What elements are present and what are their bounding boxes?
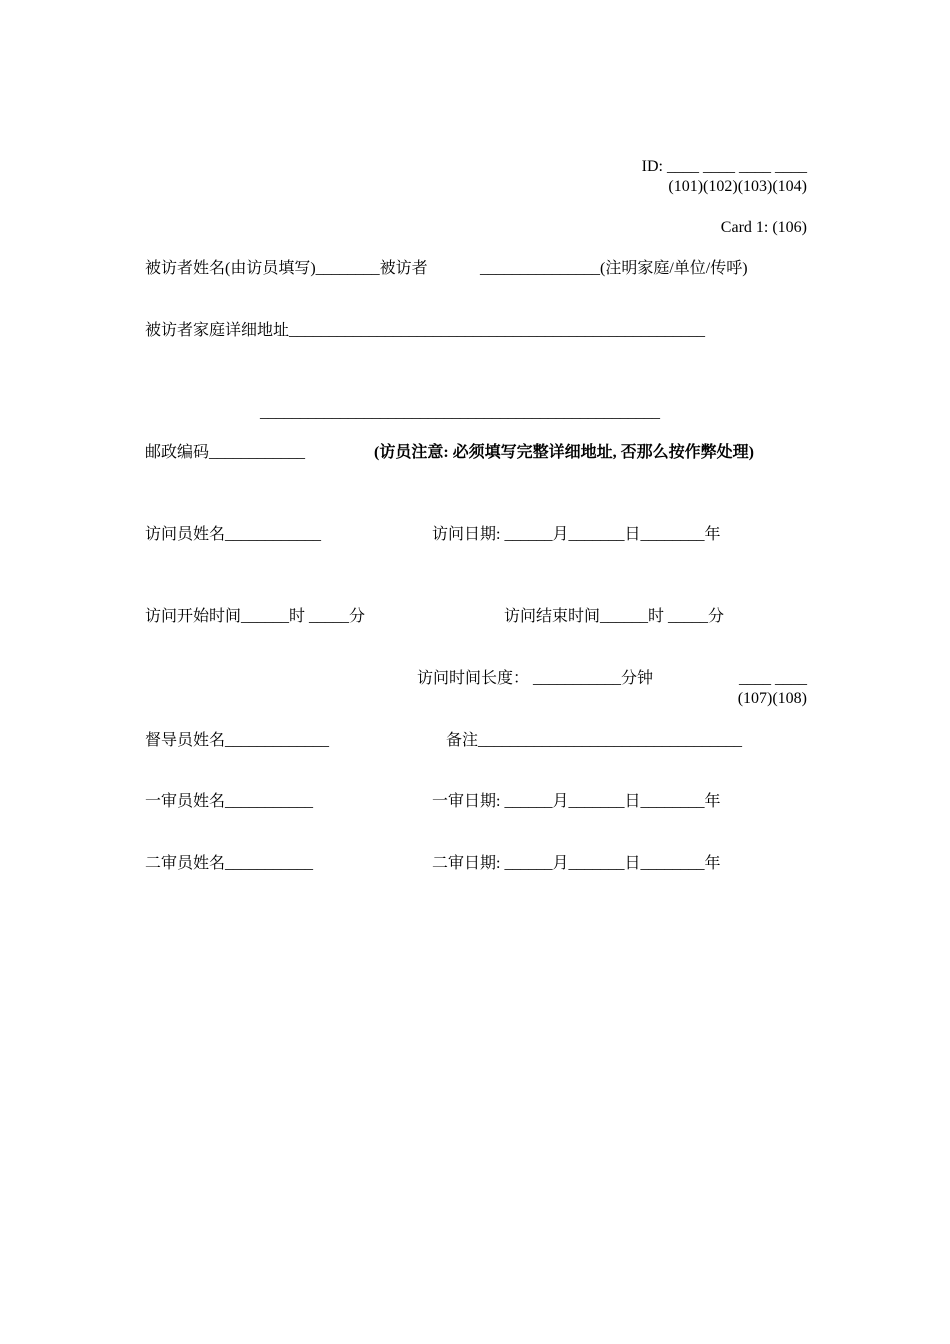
interview-end-line: 访问结束时间______时 _____分 xyxy=(504,608,725,625)
id-codes: (101)(102)(103)(104) xyxy=(668,178,807,195)
interview-duration-line: 访问时间长度： ___________分钟 xyxy=(417,670,654,687)
postal-code-line: 邮政编码____________ xyxy=(145,444,306,461)
duration-blanks: ____ ____ xyxy=(739,670,807,687)
interview-date-line: 访问日期: ______月_______日________年 xyxy=(432,526,721,543)
card-line: Card 1: (106) xyxy=(720,219,807,236)
address-note: (访员注意: 必须填写完整详细地址, 否那么按作弊处理) xyxy=(374,444,754,461)
supervisor-name-line: 督导员姓名_____________ xyxy=(145,732,330,749)
first-reviewer-name-line: 一审员姓名___________ xyxy=(145,793,314,810)
second-reviewer-name-line: 二审员姓名___________ xyxy=(145,855,314,872)
respondent-phone-line: _______________(注明家庭/单位/传呼) xyxy=(480,260,748,277)
interview-start-line: 访问开始时间______时 _____分 xyxy=(145,608,366,625)
second-review-date-line: 二审日期: ______月_______日________年 xyxy=(432,855,721,872)
respondent-address-line: 被访者家庭详细地址____________________________________________________ xyxy=(145,322,706,339)
remarks-line: 备注_________________________________ xyxy=(446,732,743,749)
id-line: ID: ____ ____ ____ ____ xyxy=(641,158,807,175)
duration-codes: (107)(108) xyxy=(737,690,807,707)
respondent-address-line-2: __________________________________________________ xyxy=(260,404,660,421)
first-review-date-line: 一审日期: ______月_______日________年 xyxy=(432,793,721,810)
interviewer-name-line: 访问员姓名____________ xyxy=(145,526,322,543)
respondent-name-line: 被访者姓名(由访员填写)________被访者 xyxy=(145,260,428,277)
